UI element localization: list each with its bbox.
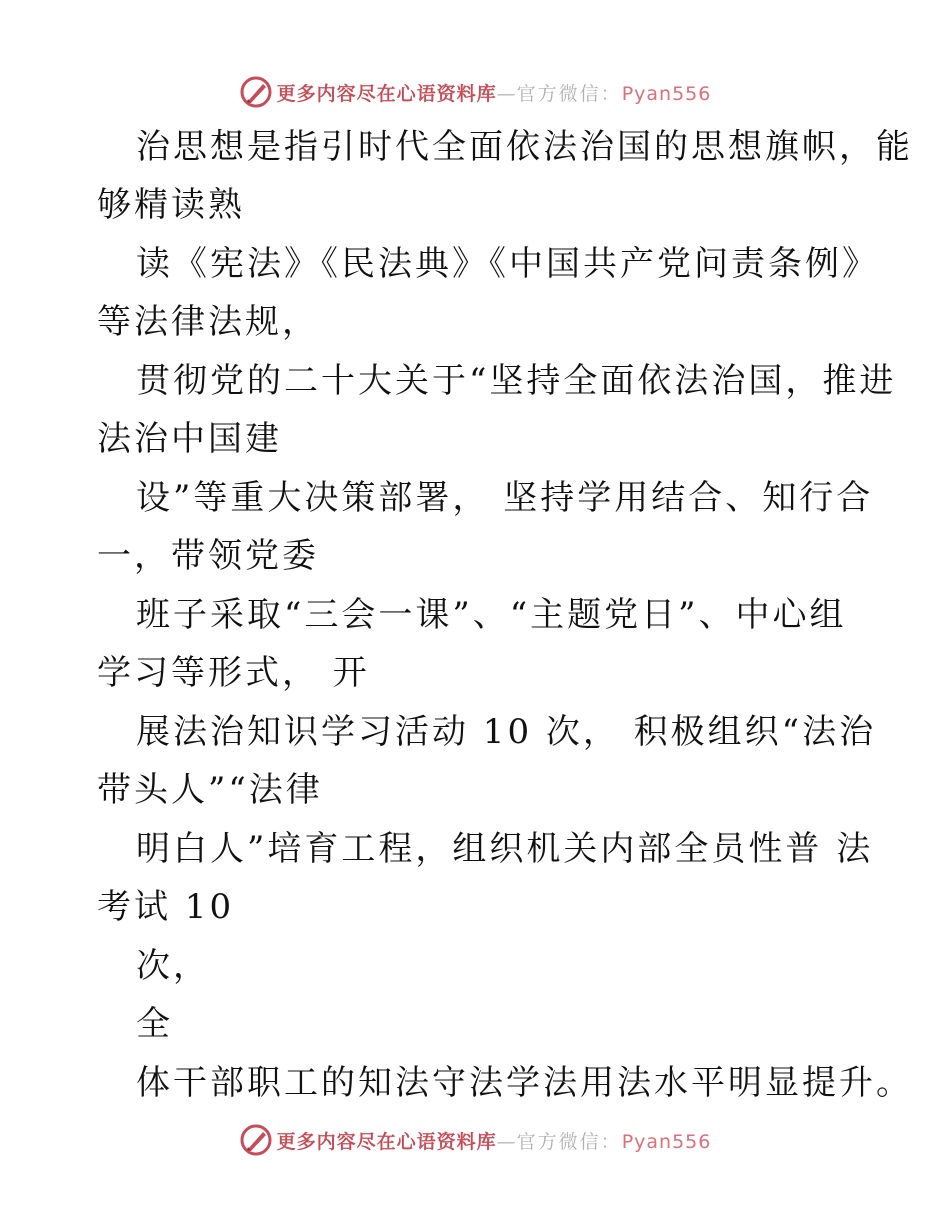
- text-line: 够精读熟: [97, 185, 245, 225]
- footer-watermark: [0, 1118, 950, 1162]
- text-line: 班子采取“三会一课”、“主题党日”、中心组: [136, 595, 847, 635]
- text-line: 学习等形式， 开: [97, 653, 370, 693]
- text-line: 一，带领党委: [97, 536, 319, 576]
- text-line: 体干部职工的知法守法学法用法水平明显提升。: [136, 1063, 913, 1103]
- text-line: 贯彻党的二十大关于“坚持全面依法治国，推进: [136, 361, 897, 401]
- watermark-separator: —: [496, 82, 517, 105]
- watermark-label: 官方微信：: [516, 1130, 622, 1153]
- watermark-label: 官方微信：: [516, 82, 622, 105]
- text-line: 法治中国建: [97, 419, 282, 459]
- text-line: 全: [136, 1004, 173, 1044]
- text-line: 设”等重大决策部署， 坚持学用结合、知行合: [136, 478, 874, 518]
- watermark-text: [277, 1127, 712, 1154]
- text-line: 等法律法规，: [97, 302, 319, 342]
- watermark-separator: —: [496, 1130, 517, 1153]
- text-line: 读《宪法》《民法典》《中国共产党问责条例》: [136, 244, 879, 284]
- watermark-main: 更多内容尽在心语资料库: [276, 1130, 497, 1153]
- text-line: 次，: [136, 946, 210, 986]
- quill-logo-icon: [239, 1123, 273, 1157]
- watermark-main: 更多内容尽在心语资料库: [276, 82, 497, 105]
- text-line: 展法治知识学习活动 10 次， 积极组织“法治: [136, 712, 877, 752]
- text-line: 考试 10: [97, 887, 235, 927]
- watermark-wechat-id: Pyan556: [621, 1130, 712, 1153]
- text-line: 明白人”培育工程，组织机关内部全员性普 法: [136, 829, 874, 869]
- watermark-wechat-id: Pyan556: [621, 82, 712, 105]
- text-line: 带头人”“法律: [97, 770, 323, 810]
- text-line: 治思想是指引时代全面依法治国的思想旗帜，能: [136, 127, 913, 167]
